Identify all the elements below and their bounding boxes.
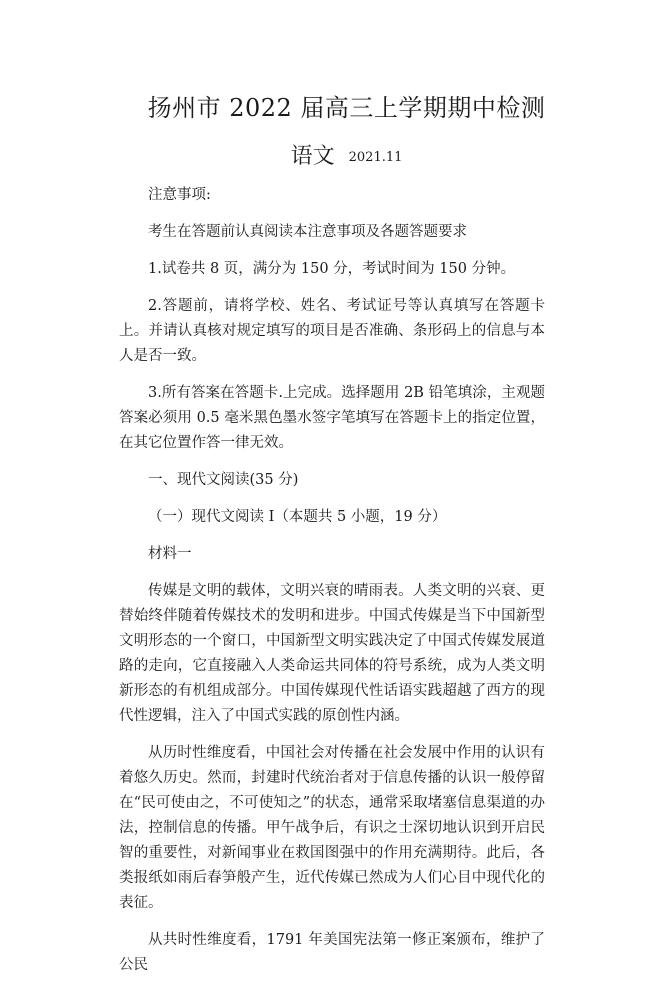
exam-title: 扬州市 2022 届高三上学期期中检测 [147,94,546,122]
exam-body [119,183,545,990]
passage-paragraph: 传媒是文明的载体，文明兴衰的晴雨表。人类文明的兴衰、更替始终伴随着传媒技术的发明和进步。中国式传媒是当下中国新型文明形态的一个窗口，中国新型文明实践决定了中国式传媒发展道路的走向，它直接融入人类命运共同体的符号系统，成为人类文明新形态的有机组成部分。中国传媒现代性话语实践超越了西方的现代性逻辑，注入了中国式实践的原创性内涵。 [119,583,545,724]
notes-intro: 考生在答题前认真阅读本注意事项及各题答题要求 [148,224,467,240]
notes-item: 2.答题前，请将学校、姓名、考试证号等认真填写在答题卡上。并请认真核对规定填写的项目是否准确、条形码上的信息与本人是否一致。 [119,298,545,364]
section-heading: 一、现代文阅读(35 分) [148,472,299,488]
notes-heading: 注意事项: [148,187,211,203]
notes-item: 1.试卷共 8 页，满分为 150 分，考试时间为 150 分钟。 [148,261,516,277]
passage-paragraph: 从共时性维度看，1791 年美国宪法第一修正案颁布，维护了公民 [119,932,545,973]
exam-subtitle [0,142,665,173]
material-label: 材料一 [148,546,192,562]
section-subheading: （一）现代文阅读 I（本题共 5 小题，19 分） [148,509,447,525]
passage-paragraph: 从历时性维度看，中国社会对传播在社会发展中作用的认识有着悠久历史。然而，封建时代统治者对于信息传播的认识一般停留在“民可使由之，不可使知之”的状态，通常采取堵塞信息渠道的办法，控制信息的传播。甲午战争后，有识之士深切地认识到开启民智的重要性，对新闻事业在救国图强中的作用充满期待。此后，各类报纸如雨后春笋般产生，近代传媒已然成为人们心目中现代化的表征。 [119,745,545,911]
notes-item: 3.所有答案在答题卡.上完成。选择题用 2B 铅笔填涂，主观题答案必须用 0.5 毫米黑色墨水签字笔填写在答题卡上的指定位置，在其它位置作答一律无效。 [119,385,545,451]
exam-date: 2021.11 [348,150,403,165]
subject-label: 语文 [290,144,335,169]
